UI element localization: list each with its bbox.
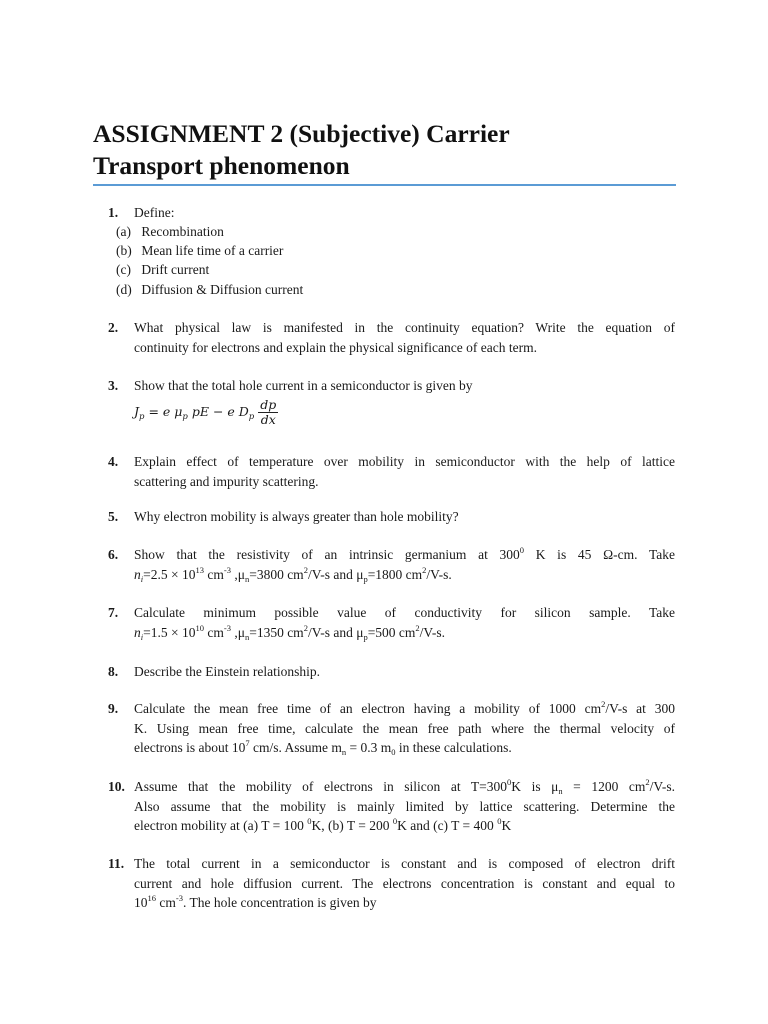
- text-fragment: /V-s.: [649, 779, 676, 794]
- question-body: [134, 699, 675, 758]
- superscript: 0: [497, 816, 502, 826]
- text-line: Why electron mobility is always greater than hole mobility?: [134, 509, 459, 524]
- superscript: 0: [519, 545, 525, 555]
- text-line: K. Using mean free time, calculate the mean free path where the thermal velocity of: [134, 720, 675, 736]
- fraction-denominator: dx: [260, 412, 276, 427]
- question-number: 9.: [108, 701, 119, 716]
- question-number: 2.: [108, 320, 119, 335]
- superscript: 2: [601, 699, 606, 709]
- superscript: 2: [303, 622, 308, 633]
- text-line: Also assume that the mobility is mainly limited by lattice scattering. Determine the: [134, 798, 675, 814]
- text-fragment: ,μ: [234, 624, 245, 640]
- fraction-numerator: dp: [260, 397, 277, 412]
- list-item: [116, 260, 209, 280]
- superscript: 16: [147, 893, 156, 903]
- eq-term: pE − e D: [191, 404, 249, 419]
- text-fragment: K is 45 Ω-cm. Take: [535, 547, 675, 562]
- text-fragment: /V-s.: [426, 566, 452, 582]
- question-number: 11.: [108, 856, 125, 871]
- equation: [134, 398, 675, 427]
- text-line: scattering and impurity scattering.: [134, 473, 319, 489]
- question-number: 5.: [108, 509, 119, 524]
- text-fragment: cm: [159, 895, 176, 910]
- text-line: [134, 777, 675, 797]
- text-fragment: in these calculations.: [398, 740, 512, 755]
- text-fragment: ,μ: [234, 566, 245, 582]
- list-item: [116, 222, 224, 242]
- list-item: [116, 241, 283, 261]
- subscript: p: [363, 573, 368, 584]
- text-line: current and hole diffusion current. The electrons concentration is constant and equal to: [134, 875, 675, 891]
- text-line: [134, 565, 675, 585]
- subscript: n: [558, 786, 563, 796]
- superscript: 2: [422, 564, 427, 575]
- text-fragment: electrons is about 10: [134, 740, 246, 755]
- question-number: 8.: [108, 664, 119, 679]
- question-body: [134, 777, 675, 836]
- subscript: p: [363, 631, 368, 642]
- question-body: [134, 376, 675, 396]
- item-label: (d): [116, 282, 132, 297]
- superscript: 2: [645, 777, 650, 787]
- question-body: [134, 854, 675, 913]
- superscript: 13: [195, 564, 204, 575]
- text-line: Describe the Einstein relationship.: [134, 664, 320, 679]
- question-number: 10.: [108, 779, 125, 794]
- subscript: i: [140, 631, 144, 642]
- text-fragment: K, (b) T = 200: [311, 818, 390, 833]
- question-number: 7.: [108, 605, 119, 620]
- superscript: 2: [415, 622, 420, 633]
- subscript: i: [140, 573, 144, 584]
- text-fragment: =500 cm: [367, 624, 416, 640]
- text-fragment: K and (c) T = 400: [397, 818, 494, 833]
- superscript: 2: [303, 564, 308, 575]
- text-line: Calculate minimum possible value of conductivity for silicon sample. Take: [134, 605, 675, 620]
- text-fragment: /V-s and μ: [307, 566, 364, 582]
- page-title: [93, 118, 693, 182]
- text-line: Explain effect of temperature over mobility in semiconductor with the help of lattice: [134, 454, 675, 469]
- text-fragment: cm: [207, 566, 224, 582]
- text-fragment: Show that the resistivity of an intrinsic germanium at 300: [134, 547, 520, 562]
- title-line-1: ASSIGNMENT 2 (Subjective) Carrier: [93, 119, 510, 148]
- text-line: [134, 623, 675, 643]
- subscript: n: [244, 573, 250, 584]
- text-line: [134, 893, 675, 913]
- text-fragment: /V-s.: [419, 624, 446, 640]
- text-line: The total current in a semiconductor is constant and is composed of electron drift: [134, 856, 675, 871]
- text-fragment: . The hole concentration is given by: [182, 895, 377, 910]
- superscript: 7: [245, 738, 250, 748]
- superscript: 0: [507, 777, 512, 787]
- symbol: n: [134, 624, 141, 640]
- text-line: [134, 738, 675, 758]
- question-body: [134, 452, 675, 491]
- text-fragment: electron mobility at (a) T = 100: [134, 818, 304, 833]
- superscript: 10: [195, 622, 204, 633]
- superscript: -3: [175, 893, 183, 903]
- eq-subscript: p: [248, 412, 255, 422]
- text-fragment: K: [501, 818, 512, 833]
- question-number: 1.: [108, 205, 119, 220]
- question-body: [134, 545, 675, 584]
- question-text: Define:: [134, 205, 175, 220]
- item-text: Diffusion & Diffusion current: [141, 282, 304, 297]
- text-fragment: cm/s. Assume m: [252, 740, 342, 755]
- superscript: 0: [392, 816, 398, 826]
- text-fragment: = 0.3 m: [349, 740, 392, 755]
- title-line-2: Transport phenomenon: [93, 151, 350, 180]
- item-text: Drift current: [141, 262, 210, 277]
- question-number: 3.: [108, 378, 119, 393]
- eq-subscript: p: [139, 412, 145, 422]
- superscript: -3: [223, 622, 231, 633]
- text-fragment: /V-s at 300: [605, 701, 675, 716]
- text-line: Show that the total hole current in a semiconductor is given by: [134, 378, 473, 393]
- text-line: [134, 545, 675, 565]
- text-line: continuity for electrons and explain the physical significance of each term.: [134, 339, 537, 355]
- text-fragment: K is μ: [511, 779, 559, 794]
- superscript: 0: [307, 816, 312, 826]
- text-fragment: =1.5 × 10: [143, 624, 196, 640]
- text-fragment: =2.5 × 10: [143, 566, 196, 582]
- eq-symbol: J: [134, 404, 140, 419]
- item-text: Recombination: [141, 224, 224, 239]
- text-fragment: =1350 cm: [249, 624, 304, 640]
- subscript: n: [244, 631, 250, 642]
- text-line: [134, 816, 675, 836]
- text-fragment: 10: [134, 895, 148, 910]
- question-body: [134, 662, 675, 682]
- item-label: (a): [116, 224, 131, 239]
- item-label: (b): [116, 243, 132, 258]
- question-body: [134, 203, 675, 223]
- text-fragment: Calculate the mean free time of an electron having a mobility of 1000 cm: [134, 701, 602, 716]
- text-fragment: =3800 cm: [249, 566, 304, 582]
- question-number: 4.: [108, 454, 119, 469]
- text-line: What physical law is manifested in the continuity equation? Write the equation of: [134, 320, 675, 335]
- superscript: -3: [223, 564, 231, 575]
- eq-subscript: p: [182, 412, 188, 422]
- eq-term: = e μ: [148, 404, 183, 419]
- subscript: 0: [391, 747, 396, 757]
- question-number: 6.: [108, 547, 119, 562]
- title-divider: [93, 184, 676, 186]
- eq-fraction: [258, 398, 278, 427]
- text-line: [134, 699, 675, 719]
- text-fragment: Assume that the mobility of electrons in silicon at T=300: [134, 779, 508, 794]
- text-fragment: /V-s and μ: [307, 624, 364, 640]
- item-text: Mean life time of a carrier: [141, 243, 284, 258]
- question-body: [134, 507, 675, 527]
- list-item: [116, 280, 303, 300]
- question-body: [134, 318, 675, 357]
- symbol: n: [134, 566, 141, 582]
- text-fragment: cm: [207, 624, 224, 640]
- text-fragment: =1800 cm: [367, 566, 423, 582]
- question-body: [134, 603, 675, 642]
- item-label: (c): [116, 262, 131, 277]
- subscript: n: [341, 747, 347, 757]
- text-fragment: = 1200 cm: [573, 779, 646, 794]
